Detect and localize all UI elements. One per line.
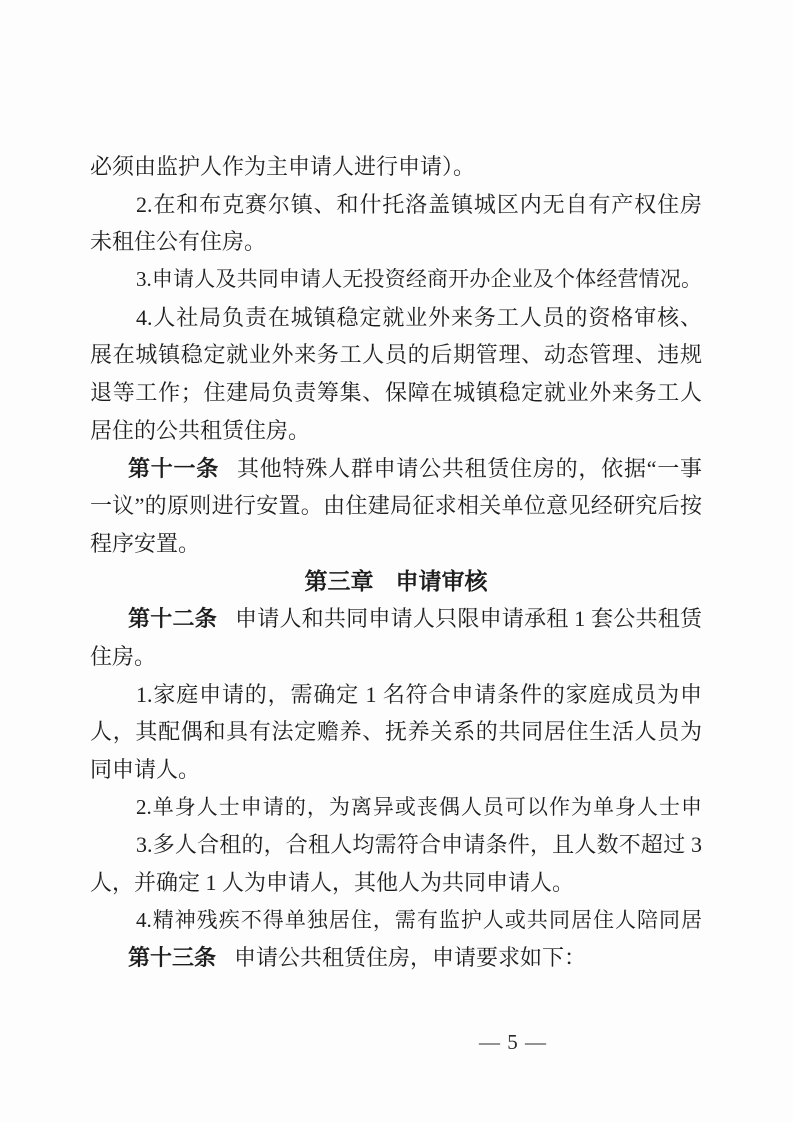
chapter-title: 申请审核 bbox=[395, 568, 488, 594]
chapter-number: 第三章 bbox=[304, 568, 374, 594]
text-line-4: 3.申请人及共同申请人无投资经商开办企业及个体经营情况。 bbox=[136, 267, 702, 292]
text-line-5: 4.人社局负责在城镇稳定就业外来务工人员的资格审核、 bbox=[136, 304, 702, 330]
text-line-17: 同申请人。 bbox=[90, 757, 201, 782]
text-line-6: 展在城镇稳定就业外来务工人员的后期管理、动态管理、违规 bbox=[90, 342, 702, 368]
text-line-19: 3.多人合租的，合租人均需符合申请条件，且人数不超过 3 bbox=[136, 832, 702, 858]
article-11-line bbox=[90, 450, 702, 488]
article-13-text: 申请公共租赁住房，申请要求如下： bbox=[234, 945, 587, 971]
text-line-8: 居住的公共租赁住房。 bbox=[90, 417, 311, 443]
article-12-line bbox=[90, 600, 702, 638]
text-line-2: 2.在和布克赛尔镇、和什托洛盖镇城区内无自有产权住房 bbox=[136, 191, 702, 217]
article-11-text: 其他特殊人群申请公共租赁住房的，依据“一事 bbox=[237, 455, 702, 481]
article-11-number: 第十一条 bbox=[128, 455, 220, 481]
chapter-heading bbox=[90, 563, 702, 601]
text-line-7: 退等工作；住建局负责筹集、保障在城镇稳定就业外来务工人 bbox=[90, 380, 702, 406]
text-line-15: 1.家庭申请的，需确定 1 名符合申请条件的家庭成员为申 bbox=[136, 681, 702, 707]
text-line-10: 一议”的原则进行安置。由住建局征求相关单位意见经研究后按 bbox=[90, 493, 702, 519]
text-line-14: 住房。 bbox=[90, 643, 157, 669]
text-line-16: 人，其配偶和具有法定赡养、抚养关系的共同居住生活人员为 bbox=[90, 719, 702, 745]
text-line-11: 程序安置。 bbox=[90, 530, 201, 556]
text-line-1: 必须由监护人作为主申请人进行申请）。 bbox=[90, 154, 476, 179]
article-13-line bbox=[90, 939, 702, 977]
article-12-number: 第十二条 bbox=[128, 606, 217, 632]
text-line-3: 未租住公有住房。 bbox=[90, 229, 267, 255]
page-number: — 5 — bbox=[479, 1030, 547, 1054]
document-body bbox=[90, 148, 702, 977]
article-13-number: 第十三条 bbox=[128, 945, 217, 971]
text-line-20: 人，并确定 1 人为申请人，其他人为共同申请人。 bbox=[90, 870, 575, 896]
article-12-text: 申请人和共同申请人只限申请承租 1 套公共租赁 bbox=[234, 606, 702, 632]
text-line-18: 2.单身人士申请的，为离异或丧偶人员可以作为单身人士申 bbox=[136, 794, 702, 819]
text-line-21: 4.精神残疾不得单独居住，需有监护人或共同居住人陪同居 bbox=[136, 907, 702, 932]
